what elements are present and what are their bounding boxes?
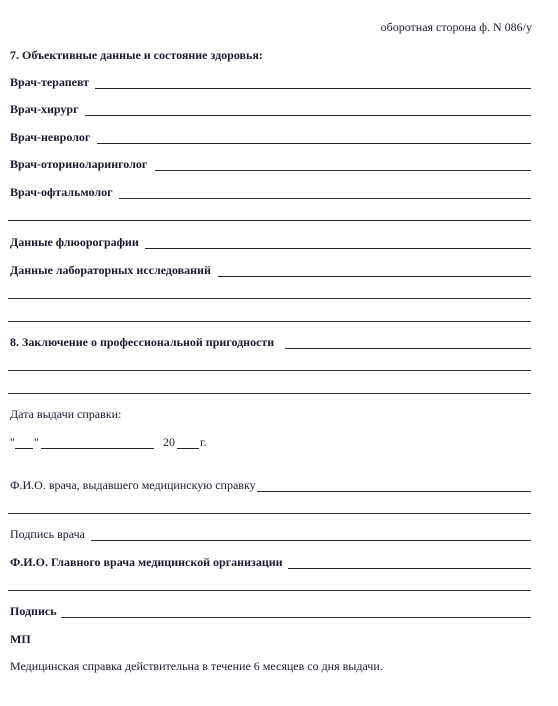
blank-line[interactable] xyxy=(8,220,531,221)
form-reference: оборотная сторона ф. N 086/у xyxy=(380,20,532,34)
stamp-label: МП xyxy=(10,632,31,646)
signature-field[interactable] xyxy=(61,617,531,618)
lab-results-field[interactable] xyxy=(218,276,531,277)
section-7-title: 7. Объективные данные и состояние здоровья: xyxy=(10,48,263,62)
doctor-ophthalmologist-label: Врач-офтальмолог xyxy=(10,185,113,199)
issue-date-label: Дата выдачи справки: xyxy=(10,407,122,421)
doctor-neurologist-field[interactable] xyxy=(97,143,531,144)
doctor-surgeon-field[interactable] xyxy=(85,115,531,116)
signature-label: Подпись xyxy=(10,604,57,618)
date-year-field[interactable] xyxy=(177,448,199,449)
doctor-therapist-field[interactable] xyxy=(95,88,531,89)
fluorography-field[interactable] xyxy=(145,248,531,249)
blank-line[interactable] xyxy=(8,590,531,591)
date-year-prefix: 20 xyxy=(163,435,175,449)
blank-line[interactable] xyxy=(8,321,531,322)
date-year-suffix: г. xyxy=(200,435,207,449)
doctor-surgeon-label: Врач-хирург xyxy=(10,102,79,116)
conclusion-field[interactable] xyxy=(285,348,531,349)
lab-results-label: Данные лабораторных исследований xyxy=(10,263,211,277)
blank-line[interactable] xyxy=(8,298,531,299)
doctor-name-label: Ф.И.О. врача, выдавшего медицинскую справку xyxy=(10,478,256,492)
doctor-signature-label: Подпись врача xyxy=(10,527,85,541)
doctor-name-field[interactable] xyxy=(257,491,531,492)
fluorography-label: Данные флюорографии xyxy=(10,235,139,249)
doctor-signature-field[interactable] xyxy=(91,540,531,541)
section-8-title: 8. Заключение о профессиональной пригодности xyxy=(10,335,275,349)
blank-line[interactable] xyxy=(8,513,531,514)
doctor-neurologist-label: Врач-невролог xyxy=(10,130,91,144)
blank-line[interactable] xyxy=(8,370,531,371)
date-day-field[interactable] xyxy=(15,448,33,449)
date-month-field[interactable] xyxy=(41,448,154,449)
doctor-ent-field[interactable] xyxy=(155,170,531,171)
date-quote-close: " xyxy=(34,435,39,449)
doctor-ent-label: Врач-оториноларинголог xyxy=(10,157,148,171)
validity-note: Медицинская справка действительна в течение 6 месяцев со дня выдачи. xyxy=(10,659,383,673)
chief-name-field[interactable] xyxy=(288,568,531,569)
blank-line[interactable] xyxy=(8,393,531,394)
chief-name-label: Ф.И.О. Главного врача медицинской организации xyxy=(10,555,283,569)
date-quote-open: " xyxy=(10,435,15,449)
doctor-ophthalmologist-field[interactable] xyxy=(119,198,531,199)
doctor-therapist-label: Врач-терапевт xyxy=(10,75,90,89)
